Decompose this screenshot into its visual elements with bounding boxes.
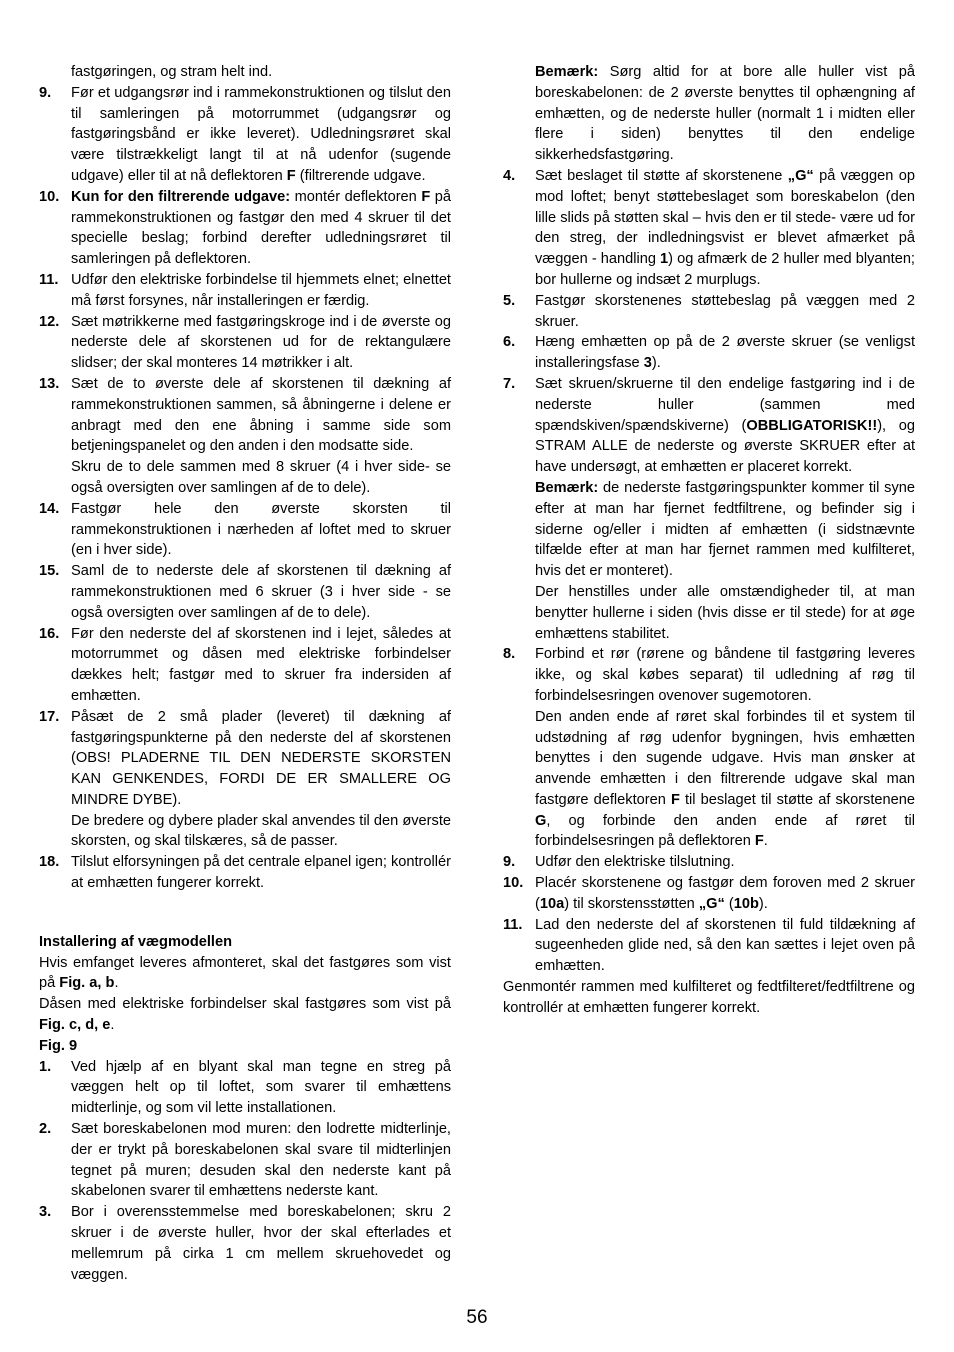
item-number: 11. — [503, 916, 523, 933]
item-continuation: Der henstilles under alle omstændigheder til, at man benytter hullerne i siden (hvis disse er til stede) for at øge emhættens stabilitet. — [535, 583, 915, 642]
item-text: Saml de to nederste dele af skorstenen til dækning af rammekonstruktionen med 6 skruer (3 i hver side - se også oversigten over samlingen af de to dele). — [71, 563, 451, 621]
left-column — [39, 62, 451, 1285]
item-number: 7. — [503, 375, 516, 392]
item-text: Sæt beslaget til støtte af skorstenene — [535, 167, 788, 184]
item-number: 11. — [39, 271, 59, 288]
item-bold: Kun for den filtrerende udgave: — [71, 188, 291, 205]
item-number: 17. — [39, 708, 60, 725]
page-number: 56 — [466, 1307, 488, 1328]
item-number: 15. — [39, 563, 60, 580]
item-bold: 3 — [643, 355, 652, 372]
item-bold: 10a — [539, 895, 565, 912]
item-continuation: Skru de to dele sammen med 8 skruer (4 i hver side- se også oversigten over samlingen af de to dele). — [71, 459, 451, 496]
figure-label-text: Fig. 9 — [39, 1037, 78, 1054]
item-number: 9. — [503, 854, 516, 871]
item-number: 3. — [39, 1204, 52, 1221]
item-text: , og forbinde den anden ende af røret til forbindelsesringen på deflektoren — [535, 812, 915, 850]
item-bold: „G“ — [787, 167, 814, 184]
paragraph-text: . — [114, 975, 119, 992]
item-text: (filtrerende udgave. — [295, 167, 426, 184]
item-bold: 10b — [733, 895, 759, 912]
item-number: 1. — [39, 1058, 52, 1075]
item-continuation — [535, 707, 915, 853]
list-item — [39, 1202, 451, 1285]
item-text: ( — [724, 895, 734, 912]
item-text: på rammekonstruktionen og fastgør den med 4 skruer til det specielle beslag; forbind derefter udledningsrøret til samleringen på deflektoren. — [71, 188, 451, 268]
item-text: ) og afmærk de 2 huller med blyanten; bor hullerne og indsæt 2 murplugs. — [535, 251, 915, 288]
item-text: montér deflektoren — [290, 188, 422, 205]
item-note — [535, 478, 915, 582]
item-number: 18. — [39, 854, 60, 871]
figure-ref: Fig. c, d, e — [39, 1017, 111, 1034]
item-text: Placér skorstenene og fastgør dem foroven med 2 skruer ( — [535, 875, 915, 912]
list-item — [39, 561, 451, 623]
item-bold: 1 — [660, 251, 669, 268]
item-number: 16. — [39, 625, 60, 642]
item-number: 10. — [39, 188, 60, 205]
list-item — [503, 291, 915, 333]
item-number: 8. — [503, 646, 516, 663]
note-label: Bemærk: — [535, 479, 599, 496]
item-text: . — [763, 833, 768, 850]
paragraph-text: . — [110, 1017, 115, 1034]
closing-paragraph: Genmontér rammen med kulfilteret og fedtfilteret/fedtfiltrene og kontrollér at emhætten fungerer korrekt. — [503, 979, 915, 1016]
figure-ref: Fig. a, b — [59, 975, 115, 992]
list-item — [39, 852, 451, 894]
figure-label — [39, 1036, 451, 1057]
item-bold: F — [670, 791, 680, 808]
list-item — [39, 187, 451, 270]
list-item — [39, 1119, 451, 1202]
list-item — [503, 374, 915, 644]
item-text: Fastgør hele den øverste skorsten til rammekonstruktionen i nærheden af loftet med to skruer (en i hver side). — [71, 500, 451, 559]
item-number: 2. — [39, 1121, 52, 1138]
list-item — [39, 312, 451, 374]
item-text: Den anden ende af røret skal forbindes til et system til udstødning af røg udenfor bygningen, hvis emhætten benyttes i den sugende udgave. Hvis man ønsker at anvende emhætten i den filtrerende udgave skal man fastgøre deflektoren — [535, 708, 915, 808]
item-number: 13. — [39, 375, 60, 392]
item-text: Før den nederste del af skorstenen ind i lejet, således at motorrummet og dåsen med elektriske forbindelser dækkes helt; fastgør med to skruer fra indersiden af emhætten. — [71, 625, 451, 704]
list-item — [503, 332, 915, 374]
item-number: 14. — [39, 500, 60, 517]
item-bold: F — [421, 188, 431, 205]
paragraph-text: Dåsen med elektriske forbindelser skal fastgøres som vist på — [39, 996, 451, 1013]
list-item — [503, 852, 915, 873]
item-text: Sæt møtrikkerne med fastgøringskroge ind i de øverste og nederste dele af skorstenen ud for de rektangulære slidser; der skal monteres 14 møtrikker i alt. — [71, 313, 451, 372]
note-text: Sørg altid for at bore alle huller vist på boreskabelonen: de 2 øverste benyttes til ophængning af emhætten, og de nederste huller (normalt 1 i midten eller flere i siden) benyttes til den endelige sikkerhedsfastgøring. — [535, 64, 915, 164]
item-text: Bor i overensstemmelse med boreskabelonen; skru 2 skruer i de øverste huller, hvor der skal efterlades et mellemrum på cirka 1 cm mellem skruehovedet og væggen. — [71, 1204, 451, 1283]
right-column — [503, 62, 915, 1019]
list-item — [39, 1057, 451, 1119]
item-number: 4. — [503, 167, 516, 184]
item-bold: „G“ — [698, 895, 725, 912]
item-text: Påsæt de 2 små plader (leveret) til dækning af fastgøringspunkterne på den nederste del af skorstenen (OBS! PLADERNE TIL DEN NEDERSTE SKORSTEN KAN GENKENDES, FORDI DE ER SMALLERE OG MINDRE DYBE). — [71, 708, 451, 808]
item-bold: OBBLIGATORISK!! — [746, 417, 878, 434]
item-bold: G — [535, 812, 547, 829]
list-item — [503, 166, 915, 291]
item-text: Sæt de to øverste dele af skorstenen til dækning af rammekonstruktionen sammen, så åbningerne i delene er anbragt med den ene åbning i samme side som betjeningspanelet og den anden i den modsatte side. — [71, 375, 451, 455]
item-bold: F — [754, 833, 764, 850]
item-text: Forbind et rør (rørene og båndene til fastgøring leveres ikke, og skal købes separat) til udledning af røg til forbindelsesringen ovenover sugemotoren. — [535, 646, 915, 704]
section-heading: Installering af vægmodellen — [39, 933, 233, 950]
item-number: 12. — [39, 313, 60, 330]
continued-text: fastgøringen, og stram helt ind. — [71, 64, 273, 80]
item-text: Ved hjælp af en blyant skal man tegne en streg på væggen helt op til loftet, som svarer til emhættens midterlinje, og som vil lette installationen. — [71, 1058, 451, 1117]
list-item — [503, 873, 915, 915]
list-item — [39, 374, 451, 499]
item-text: ), og STRAM ALLE de nederste og øverste SKRUER efter at have undersøgt, at emhætten er placeret korrekt. — [535, 417, 915, 476]
list-item — [39, 707, 451, 853]
item-number: 9. — [39, 84, 52, 101]
item-bold: F — [286, 167, 296, 184]
item-continuation: De bredere og dybere plader skal anvendes til den øverste skorsten, og skal tilskæres, så de passer. — [71, 812, 451, 850]
item-text: Sæt skruen/skruerne til den endelige fastgøring ind i de nederste huller (sammen med spændskiven/spændskiverne) ( — [535, 375, 915, 434]
item-text: Udfør den elektriske tilslutning. — [535, 854, 735, 871]
item-text: på væggen op mod loftet; benyt støttebeslaget som boreskabelon (den lille slids på støtten skal – hvis den er til stede- være ud for den streg, der indledningsvist er blevet afmærket på væggen - handling — [535, 167, 915, 268]
item-text: ) til skorstensstøtten — [564, 895, 699, 912]
item-number: 10. — [503, 875, 524, 892]
list-item — [39, 624, 451, 707]
list-item — [39, 499, 451, 561]
list-item — [39, 83, 451, 187]
list-item — [39, 270, 451, 312]
list-item — [503, 915, 915, 977]
item-text: Fastgør skorstenenes støttebeslag på væggen med 2 skruer. — [535, 292, 915, 330]
note — [503, 62, 915, 166]
note-label: Bemærk: — [535, 64, 599, 80]
item-text: ). — [651, 355, 661, 372]
paragraph-text: Hvis emfanget leveres afmonteret, skal det fastgøres som vist på — [39, 954, 451, 992]
item-text: ). — [758, 895, 768, 912]
item-text: Lad den nederste del af skorstenen til fuld tildækning af sugeenheden glide ned, så den kan sættes i lejet oven på emhætten. — [535, 916, 915, 975]
item-text: Tilslut elforsyningen på det centrale elpanel igen; kontrollér at emhætten fungerer korrekt. — [71, 854, 451, 892]
item-number: 6. — [503, 334, 516, 351]
item-text: Sæt boreskabelonen mod muren: den lodrette midterlinje, der er trykt på boreskabelonen skal svare til midterlinjen tegnet på muren; desuden skal den nederste kant på skabelonen svarer til emhættens nederste kant. — [71, 1121, 451, 1200]
list-item — [503, 644, 915, 852]
item-text: Før et udgangsrør ind i rammekonstruktionen og tilslut den til samleringen på motorrummet (udgangsrør og fastgøringsbånd er ikke leveret). Udledningsrøret skal være tilstrækkeligt langt til at nå udenfor (sugende udgave) eller til at nå deflektoren — [71, 84, 451, 184]
item-text: til beslaget til støtte af skorstenene — [679, 791, 915, 808]
paragraph — [39, 994, 451, 1036]
note-text: de nederste fastgøringspunkter kommer til syne efter at man har fjernet fedtfiltrene, og befinder sig i siderne og/eller i midten af emhætten (i sidstnævnte tilfælde efter at man har fjernet rammen med kulfilteret, hvis det er monteret). — [535, 479, 915, 580]
item-text: Hæng emhætten op på de 2 øverste skruer (se venligst installeringsfase — [535, 334, 915, 372]
paragraph — [39, 953, 451, 995]
item-text: Udfør den elektriske forbindelse til hjemmets elnet; elnettet må først forsynes, når installeringen er færdig. — [71, 271, 451, 309]
item-number: 5. — [503, 292, 516, 309]
